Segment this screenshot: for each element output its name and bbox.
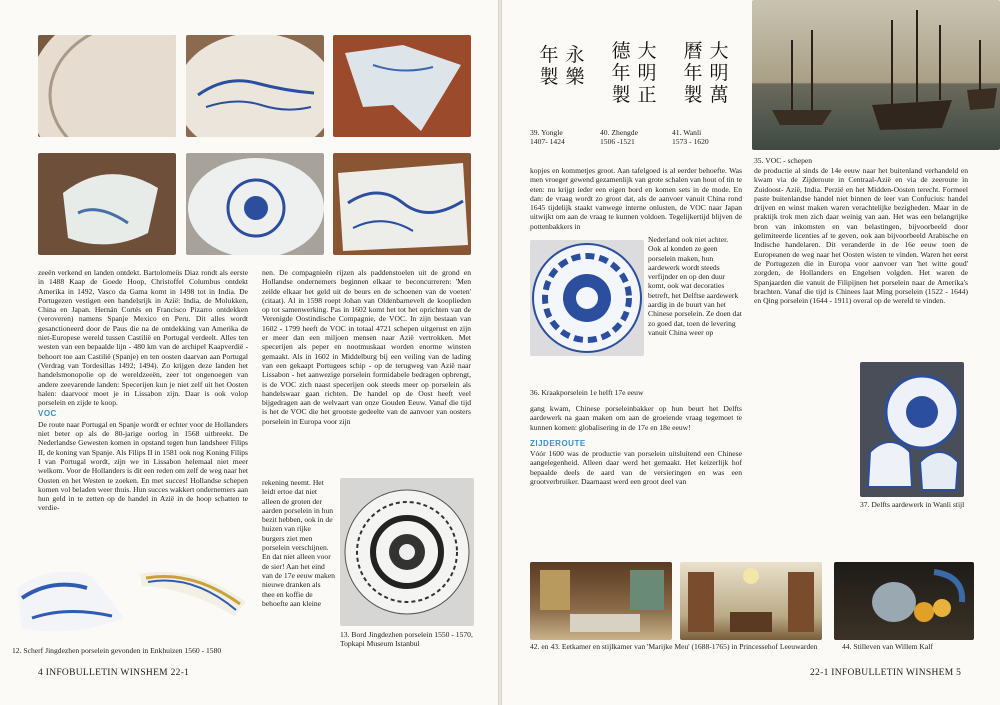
zijderoute-paragraph: Vóór 1600 was de productie van porselein uitsluitend een Chinese aangelegenheid. Alleen daar werd het gemaakt. Het keizerlijk hof bepaalde deels de aard van de versieringen en was een grootverbruiker. Daarnaast werd een groot deel van — [530, 449, 742, 487]
caption-35: 35. VOC - schepen — [754, 156, 813, 165]
left-page — [0, 0, 498, 705]
zijderoute-heading: ZIJDEROUTE — [530, 438, 586, 448]
left-page-column-2-narrow — [262, 478, 335, 608]
caption-13: 13. Bord Jingdezhen porselein 1550 - 1570, Topkapi Museum Istanbul — [340, 630, 473, 649]
caption-44: 44. Stilleven van Willem Kalf — [842, 642, 933, 651]
right-page-footer: 22-1 INFOBULLETIN WINSHEM 5 — [810, 668, 962, 678]
wanli-mark-col-2: 曆 年 製 — [683, 40, 703, 106]
kraak-plate-photo-36 — [530, 240, 644, 356]
right-page-column-1-bottom — [530, 404, 742, 486]
zhengde-mark-col-2: 德 年 製 — [611, 40, 631, 106]
dining-room-photo-42 — [530, 562, 672, 640]
zhengde-mark-col-1: 大 明 正 — [637, 40, 657, 106]
voc-continuation-paragraph: nen. De compagnieën rijzen als paddenstoelen uit de grond en Hollandse ondernemers beginnen elkaar te beconcurreren: 'Men zeilde elkaar het geld uit de beurs en de schoenen van de voeten' (citaat). Al in 1598 roept Johan van Oldenbarnevelt de kooplieden op tot samenwerking. Pas in 1602 komt het tot het oprichten van de Verenigde Oostindische Compagnie, de VOC. In zijn bestaan van 1602 - 1799 heeft de VOC in totaal 4721 schepen uitgerust en zijn er meer dan een miljoen mensen naar Azië vertrokken. Met specerijen als peper en nootmuskaat worden enorme winsten gemaakt. Als in 1602 in Middelburg bij een veiling van de lading van een gekaapt Portugees schip - op de terugweg van Azië naar Lissabon - het aanwezige porselein formidabele bedragen opbrengt, is de VOC zich naast specerijen ook steeds meer op porselein als handelswaar gaan richten. De handel op de Oost heeft veel bijgedragen aan de welvaart van onze Gouden Eeuw. Vanaf die tijd is het de VOC die het grootste gedeelte van de aanvoer van oosters porselein in Europa voor zijn — [262, 268, 471, 426]
shard-photo-2 — [186, 35, 324, 137]
globalisation-paragraph: gang kwam, Chinese porseleinbakker op hun beurt het Delfts aardewerk na gaan maken om aan de groeiende vraag tegemoet te kunnen komen: globalisering in de 17e en 18e eeuw! — [530, 404, 742, 432]
left-page-column-1 — [38, 268, 248, 513]
voc-paragraph: De route naar Portugal en Spanje wordt er echter voor de Hollanders niet beter op als de 80-jarige oorlog in 1568 uitbreekt. De Nederlandse Gewesten komen in opstand tegen hun landsheer Filips II, de koning van Spanje. Als Filips II in 1581 ook nog Koning Filips I van Portugal wordt, zijn we in Lissabon helemaal niet meer welkom. Voor de Hollanders is dit een reden om zelf de weg naar het Oosten en het Westen te zoeken. En met succes! Hollandse schepen komen vol beladen weer thuis. Hun succes wakkert ondernemers aan hun geld in te zetten op de handel in Azië in de hoop schatten te verdie- — [38, 419, 248, 513]
voc-ships-painting — [752, 0, 1000, 150]
tableware-paragraph: kopjes en kommetjes groot. Aan tafelgoed is al eerder behoefte. Was men vroeger gewend gezamenlijk van grote schalen van hout of tin te eten: nu krijgt ieder een eigen bord en komen sets in de mode. En dan: de vraag wordt zo groot dat, als de aanvoer vanuit China rond 1645 tijdelijk staakt vanwege interne onlusten, de VOC naar Japan uitwijkt om aan de vraag te kunnen voldoen. Tegelijkertijd blijven de pottenbakkers in — [530, 166, 742, 231]
plate-photo-13 — [340, 478, 474, 626]
intro-paragraph: zeeën verkend en landen ontdekt. Bartolomeüs Diaz rondt als eerste in 1488 Kaap de Goede Hoop, Christoffel Columbus ontdekt Amerika in 1492, Vasco da Gama komt in 1498 tot in India. De Portugezen vestigen een handelsrijk in Azië: India, de Molukken, China en Japan. Hernán Cortés en Francisco Pizarro ontdekken (veroveren) namens Spanje Mexico en Peru. Dit alles wordt gesanctioneerd door de Paus die na de ontdekking van Amerika de niet-Europese wereld tussen Castilië en Portugal verdeelt. Alles ten westen van een bepaalde lijn - 480 km van de archipel Kaapverdië - behoort toe aan Castilië (Spanje) en ten oosten daarvan aan Portugal (Verdrag van Tordesillas 1492; 1494). Zo krijgen deze landen het handelsmonopolie op de wereldzeeën, zeer tot ongenoegen van andere zeevarende landen: Specerijen kun je niet zelf uit het Oosten halen: daarvoor moet je in Lissabon zijn. Daar is ook volop porselein en zijde te koop. — [38, 268, 248, 408]
left-page-column-2 — [262, 268, 471, 426]
shard-photo-4 — [38, 153, 176, 255]
caption-40: 40. Zhengde 1506 -1521 — [600, 128, 638, 147]
delft-photo-37 — [860, 362, 964, 497]
caption-36: 36. Kraakporselein 1e helft 17e eeuw — [530, 388, 644, 397]
shard-photo-5 — [186, 153, 324, 255]
still-life-photo-44 — [834, 562, 974, 640]
right-page-column-2 — [754, 166, 968, 305]
caption-42-43: 42. en 43. Eetkamer en stijlkamer van 'Marijke Meu' (1688-1765) in Princessehof Leeuwarden — [530, 642, 818, 651]
trade-history-paragraph: de productie al sinds de 14e eeuw naar het buitenland verhandeld en kwam via de Zijderoute in Centraal-Azië en via de zeeroute in Zuidoost- Azië, India. Perzië en het Midden-Oosten terecht. Formeel paste buitenlandse handel niet binnen de leer van Confucius: handel drijven en winst maken waren verachtelijke bezigheden. Maar in de praktijk trok men zich daar weinig van aan. Het was een belangrijke bron van inkomsten en van belastingen, bijvoorbeeld door gelimiteerde licenties af te geven, ook aan bijvoorbeeld Arabische en Indische handelaren. Dit veranderde in de 16e eeuw toen de Europeanen de weg naar het Oosten wisten te vinden. Waren het eerst de Portugezen die in Europa voor aanvoer van 'het witte goud' zorgden, de Hollanders en Engelsen volgden. Het waren de Spanjaarden die vanuit de Filipijnen het porselein naar de Amerika's brachten. Vanaf die tijd is Chinees laat Ming porselein (1522 - 1644) en Qing porselein (1644 - 1911) overal op de wereld te vinden. — [754, 166, 968, 306]
caption-39: 39. Yongle 1407- 1424 — [530, 128, 565, 147]
caption-12: 12. Scherf Jingdezhen porselein gevonden in Enkhuizen 1560 - 1580 — [12, 646, 222, 655]
shard-photo-1 — [38, 35, 176, 137]
yongle-mark-col-2: 年 製 — [539, 44, 559, 88]
caption-41: 41. Wanli 1573 - 1620 — [672, 128, 709, 147]
shard-photo-3 — [333, 35, 471, 137]
left-page-footer: 4 INFOBULLETIN WINSHEM 22-1 — [38, 668, 190, 678]
right-page — [502, 0, 1000, 705]
shard-photo-6 — [333, 153, 471, 255]
caption-37: 37. Delfts aardewerk in Wanli stijl — [860, 500, 965, 509]
shard-fragment-12a — [12, 558, 130, 640]
wanli-mark-col-1: 大 明 萬 — [709, 40, 729, 106]
right-page-column-1-narrow — [648, 235, 742, 337]
yongle-mark-col-1: 永 樂 — [565, 44, 585, 88]
voc-narrow-paragraph: rekening neemt. Het leidt ertoe dat niet alleen de groten der aarden porselein in hun bezit hebben, ook in de huizen van rijke burgers ziet men porselein verschijnen. En dat niet alleen voor de sier! Aan het eind van de 17e eeuw maken nieuwe dranken als thee en koffie de behoefte aan kleine — [262, 478, 335, 608]
voc-heading: VOC — [38, 409, 57, 419]
right-page-column-1 — [530, 166, 742, 231]
style-room-photo-43 — [680, 562, 822, 640]
shard-fragment-12b — [138, 562, 248, 622]
delft-narrow-paragraph: Nederland ook niet achter. Ook al konden ze geen porselein maken, hun aardewerk wordt steeds verfijnder en op den duur komt, ook wat decoraties betreft, het Delftse aardewerk aardig in de buurt van het Chinese porselein. Ze doen dat zo goed dat, toen de levering vanuit China weer op — [648, 235, 742, 337]
